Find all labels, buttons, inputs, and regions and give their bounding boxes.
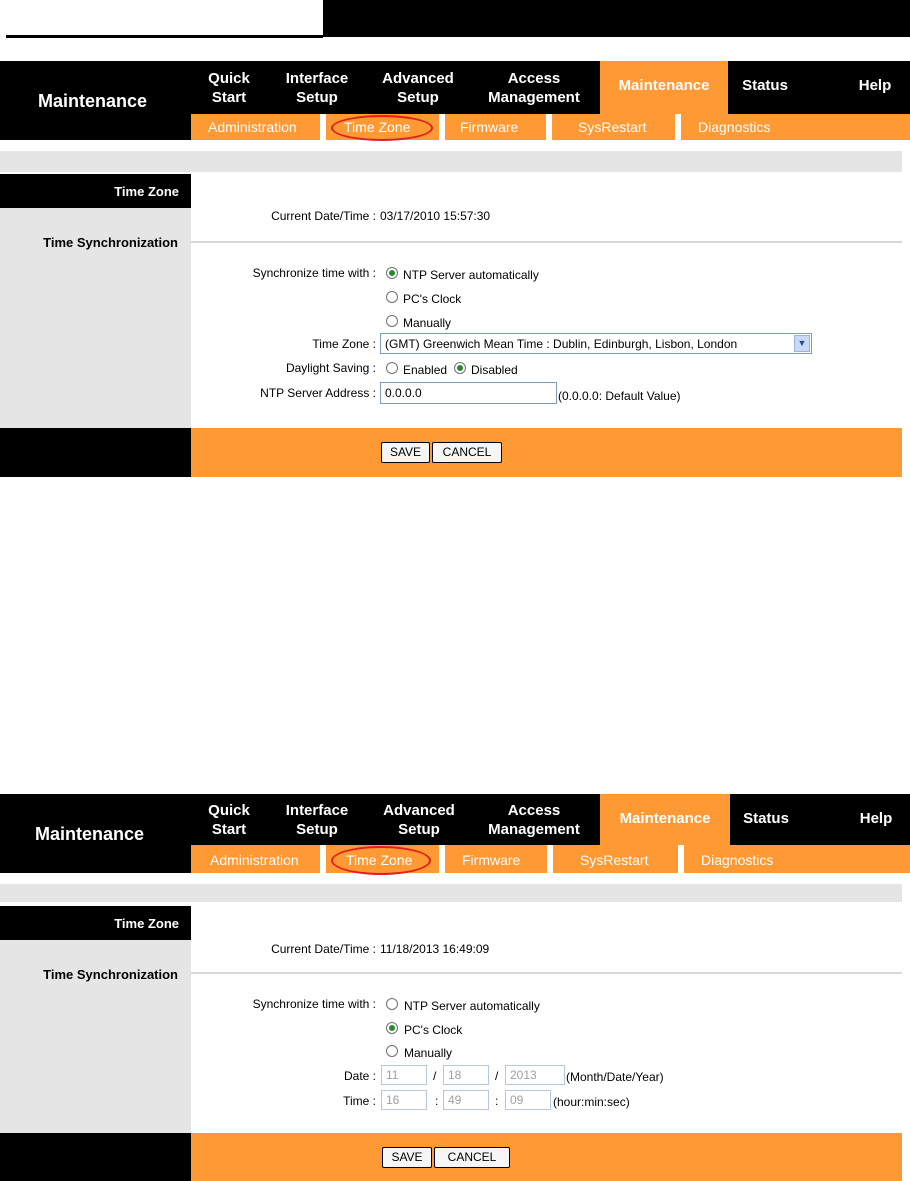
footer-left — [0, 428, 191, 477]
date-separator: / — [495, 1069, 499, 1083]
time-label: Time : — [343, 1094, 376, 1108]
menu-help[interactable]: Help — [859, 810, 893, 827]
highlight-circle — [331, 846, 431, 875]
submenu-sysrestart[interactable]: SysRestart — [578, 119, 647, 135]
timezone-label: Time Zone : — [312, 337, 376, 351]
menu-maintenance[interactable]: Maintenance — [600, 61, 728, 114]
time-hour-input[interactable] — [381, 1090, 427, 1110]
panel-pc-clock — [0, 794, 910, 1181]
top-divider — [6, 35, 323, 38]
menu-status[interactable]: Status — [742, 77, 788, 94]
footer-bar — [191, 428, 902, 477]
time-min-input[interactable] — [443, 1090, 489, 1110]
submenu-administration[interactable]: Administration — [210, 852, 299, 868]
divider — [191, 241, 902, 243]
time-sync-label: Time Synchronization — [43, 235, 178, 250]
panel-ntp — [0, 61, 910, 477]
submenu-time-zone[interactable]: Time Zone — [344, 119, 411, 135]
current-datetime-label: Current Date/Time : — [271, 942, 376, 956]
radio-dst-enabled-label: Enabled — [403, 363, 448, 377]
submenu-divider — [675, 114, 681, 140]
footer-left — [0, 1133, 191, 1181]
chevron-down-icon[interactable]: ▼ — [794, 335, 810, 352]
radio-manually[interactable] — [386, 1045, 398, 1057]
save-button[interactable]: SAVE — [381, 442, 430, 463]
cancel-button[interactable]: CANCEL — [432, 442, 502, 463]
ntp-address-hint: (0.0.0.0: Default Value) — [558, 389, 681, 403]
submenu-sysrestart[interactable]: SysRestart — [580, 852, 649, 868]
current-datetime-value: 11/18/2013 16:49:09 — [380, 942, 490, 956]
submenu-firmware[interactable]: Firmware — [462, 852, 521, 868]
radio-ntp-label: NTP Server automatically — [403, 268, 539, 282]
spacer-strip — [0, 884, 902, 902]
radio-manually-label: Manually — [404, 1046, 453, 1060]
time-sync-label: Time Synchronization — [43, 967, 178, 982]
date-hint: (Month/Date/Year) — [566, 1070, 664, 1084]
menu-bar — [191, 61, 910, 114]
time-hint: (hour:min:sec) — [553, 1095, 630, 1109]
timezone-value: (GMT) Greenwich Mean Time : Dublin, Edinburgh, Lisbon, London — [385, 337, 738, 351]
menu-interface-setup[interactable]: Interface Setup — [285, 70, 349, 106]
submenu-divider — [678, 845, 684, 873]
submenu-bar — [191, 845, 910, 873]
timezone-select[interactable] — [380, 333, 812, 354]
date-year-input[interactable] — [505, 1065, 565, 1085]
menu-quick-start[interactable]: Quick Start — [208, 70, 250, 106]
radio-manually-label: Manually — [403, 316, 452, 330]
menu-access-management[interactable]: Access Management — [488, 802, 580, 838]
submenu-firmware[interactable]: Firmware — [460, 119, 519, 135]
submenu-diagnostics[interactable]: Diagnostics — [698, 119, 771, 135]
section-title: Time Zone — [0, 906, 191, 940]
submenu-divider — [320, 114, 326, 140]
menu-advanced-setup[interactable]: Advanced Setup — [382, 70, 454, 106]
current-datetime-label: Current Date/Time : — [271, 209, 376, 223]
highlight-circle — [331, 115, 433, 141]
radio-ntp-label: NTP Server automatically — [404, 999, 540, 1013]
radio-pc-clock[interactable] — [386, 1022, 398, 1034]
submenu-divider — [547, 845, 553, 873]
section-title: Time Zone — [0, 174, 191, 208]
divider — [191, 972, 902, 974]
date-month-input[interactable] — [381, 1065, 427, 1085]
sync-label: Synchronize time with : — [252, 266, 376, 280]
menu-access-management[interactable]: Access Management — [488, 70, 580, 106]
submenu-time-zone[interactable]: Time Zone — [346, 852, 413, 868]
radio-manually[interactable] — [386, 315, 398, 327]
submenu-divider — [439, 114, 445, 140]
top-banner — [323, 0, 910, 37]
radio-pc-clock-label: PC's Clock — [404, 1023, 463, 1037]
date-separator: / — [433, 1069, 437, 1083]
submenu-administration[interactable]: Administration — [208, 119, 297, 135]
daylight-saving-label: Daylight Saving : — [285, 361, 376, 375]
ntp-address-label: NTP Server Address : — [260, 386, 376, 400]
submenu-divider — [546, 114, 552, 140]
date-day-input[interactable] — [443, 1065, 489, 1085]
brand-title: Maintenance — [0, 794, 191, 873]
sync-label: Synchronize time with : — [252, 997, 376, 1011]
radio-pc-clock-label: PC's Clock — [403, 292, 462, 306]
submenu-divider — [439, 845, 445, 873]
current-datetime-value: 03/17/2010 15:57:30 — [380, 209, 491, 223]
menu-advanced-setup[interactable]: Advanced Setup — [383, 802, 455, 838]
submenu-bar — [191, 114, 910, 140]
menu-help[interactable]: Help — [858, 77, 892, 94]
ntp-address-input[interactable] — [380, 382, 557, 404]
date-label: Date : — [343, 1069, 376, 1083]
radio-ntp[interactable] — [386, 998, 398, 1010]
spacer-strip — [0, 151, 902, 172]
menu-bar — [191, 794, 910, 845]
radio-pc-clock[interactable] — [386, 291, 398, 303]
radio-dst-disabled[interactable] — [454, 362, 466, 374]
time-separator: : — [495, 1094, 499, 1108]
cancel-button[interactable]: CANCEL — [434, 1147, 510, 1168]
menu-maintenance[interactable]: Maintenance — [600, 794, 730, 845]
time-separator: : — [435, 1094, 439, 1108]
submenu-diagnostics[interactable]: Diagnostics — [701, 852, 774, 868]
brand-title: Maintenance — [0, 61, 191, 140]
menu-interface-setup[interactable]: Interface Setup — [285, 802, 349, 838]
save-button[interactable]: SAVE — [382, 1147, 432, 1168]
radio-ntp[interactable] — [386, 267, 398, 279]
menu-quick-start[interactable]: Quick Start — [208, 802, 250, 838]
footer-bar — [191, 1133, 902, 1181]
submenu-divider — [320, 845, 326, 873]
radio-dst-enabled[interactable] — [386, 362, 398, 374]
menu-status[interactable]: Status — [743, 810, 789, 827]
time-sec-input[interactable] — [505, 1090, 551, 1110]
radio-dst-disabled-label: Disabled — [471, 363, 518, 377]
